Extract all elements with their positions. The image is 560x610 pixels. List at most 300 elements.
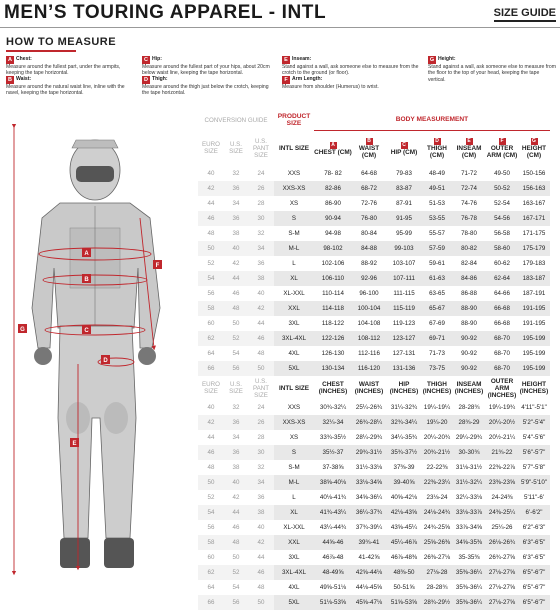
measurement-cell: 20¼-20½ <box>486 415 518 430</box>
measurement-cell: 24¾-25⅝ <box>423 524 451 531</box>
table-row <box>198 595 550 610</box>
measurement-cell: 46⅞-48⅜ <box>390 554 418 561</box>
conversion-cell: 56 <box>224 361 248 376</box>
figure-label-g: G <box>20 327 25 333</box>
measurement-cell: 37-38⅝ <box>322 464 344 471</box>
measurement-cell: 127-131 <box>392 350 416 357</box>
conversion-cell: 50 <box>248 595 274 610</box>
conv-head-euro-2: EURO SIZE <box>202 381 220 395</box>
measurement-cell: 103-107 <box>392 260 416 267</box>
measurement-cell: 61-63 <box>422 271 452 286</box>
conversion-cell: 46 <box>224 286 248 301</box>
conversion-cell: 50 <box>198 241 224 256</box>
measurement-cell: 19¼-19¼ <box>423 404 451 411</box>
measurement-cell: 5'2"-5'4" <box>518 415 550 430</box>
conv-head-us-pant-2: U.S. PANT SIZE <box>252 377 270 399</box>
instruction-arm-length: F Arm Length: Measure from shoulder (Humerus) to wrist. <box>282 76 379 90</box>
conversion-cell: 44 <box>248 316 274 331</box>
measurement-cell: 28¾-29 <box>452 415 486 430</box>
measurement-cell: 123-127 <box>386 331 422 346</box>
table-row <box>198 196 550 211</box>
measurement-cell: 84-88 <box>352 241 386 256</box>
measurement-cell: 122-126 <box>314 331 352 346</box>
measurement-cell: 35¾-37½ <box>386 445 422 460</box>
conversion-cell: 36 <box>224 445 248 460</box>
measurement-cell: 48⅜-50 <box>386 565 422 580</box>
measurement-cell: 22⅜-23¼ <box>422 475 452 490</box>
measurement-cell: 88-90 <box>461 320 477 327</box>
conversion-cell: 32 <box>224 400 248 415</box>
size-cell: M-L <box>274 241 314 256</box>
measurement-cell: 82-86 <box>314 181 352 196</box>
measurement-cell: 72-76 <box>361 200 377 207</box>
figure-label-c: C <box>84 328 89 334</box>
measurement-cell: 21¾-22 <box>486 445 518 460</box>
cm-head-height: G HEIGHT (CM) <box>521 138 547 160</box>
measurement-cell: 44⅛-45⅝ <box>355 584 383 591</box>
page-header <box>0 0 560 28</box>
measurement-cell: 44⅝-46 <box>314 535 352 550</box>
conversion-cell: 40 <box>248 520 274 535</box>
measurement-cell: 24-24⅜ <box>491 494 513 501</box>
measurement-cell: 167-171 <box>518 211 550 226</box>
conversion-cell: 38 <box>224 226 248 241</box>
how-to-measure-heading: HOW TO MEASURE <box>6 36 117 48</box>
measurement-cell: 78-80 <box>461 230 477 237</box>
conversion-cell: 64 <box>198 580 224 595</box>
measurement-cell: 26⅛-26¾ <box>486 535 518 550</box>
size-cell: S-M <box>288 464 300 471</box>
conversion-cell: 30 <box>248 211 274 226</box>
measurement-cell: 100-104 <box>352 301 386 316</box>
measurement-cell: 116-120 <box>352 361 386 376</box>
badge-b: B <box>6 76 14 84</box>
measurement-cell: 111-115 <box>393 290 415 297</box>
measurement-cell: 112-116 <box>358 350 380 357</box>
conv-head-us: U.S. SIZE <box>229 141 243 155</box>
measurement-cell: 37¾-39¼ <box>355 524 383 531</box>
measurement-cell: 48-49 <box>429 170 445 177</box>
measurement-cell: 191-195 <box>522 320 546 327</box>
instruction-chest: A Chest: Measure around the fullest part, under the armpits, keeping the tape horizontal. <box>6 56 121 77</box>
table-row <box>198 316 550 331</box>
measurement-cell: 35⅜-36¼ <box>452 565 486 580</box>
measurement-cell: 35⅜-36¼ <box>455 584 483 591</box>
conversion-cell: 42 <box>224 490 248 505</box>
measurement-cell: 86-88 <box>461 290 477 297</box>
conversion-cell: 36 <box>224 415 248 430</box>
size-cell: 3XL-4XL <box>274 565 314 580</box>
measurement-cell: 27⅛-28 <box>422 565 452 580</box>
measurement-cell: 60-62 <box>494 260 510 267</box>
measurement-cell: 68-72 <box>352 181 386 196</box>
measurement-cell: 66-68 <box>486 301 518 316</box>
conversion-cell: 26 <box>248 181 274 196</box>
in-head-height: HEIGHT (INCHES) <box>519 381 549 395</box>
conversion-cell: 34 <box>224 430 248 445</box>
measurement-cell: 78- 82 <box>324 170 342 177</box>
size-cell: 5XL <box>274 595 314 610</box>
figure-label-f: F <box>155 263 160 269</box>
measurement-cell: 115-119 <box>386 301 422 316</box>
size-cell: M-L <box>274 475 314 490</box>
table-row <box>198 241 550 256</box>
measurement-cell: 104-108 <box>357 320 381 327</box>
measurement-cell: 57-59 <box>422 241 452 256</box>
size-cell: XS <box>289 200 299 207</box>
conversion-cell: 28 <box>248 430 274 445</box>
conversion-cell: 54 <box>224 346 248 361</box>
in-head-waist: WAIST (INCHES) <box>354 381 384 395</box>
measurement-cell: 74-76 <box>461 200 477 207</box>
size-cell: L <box>292 494 296 501</box>
measurement-cell: 99-103 <box>386 241 422 256</box>
conversion-cell: 50 <box>224 550 248 565</box>
conversion-cell: 62 <box>198 331 224 346</box>
measurement-cell: 88-90 <box>452 301 486 316</box>
measurement-cell: 31½-32¼ <box>452 475 486 490</box>
table-row <box>198 181 550 196</box>
conversion-cell: 56 <box>198 286 224 301</box>
measurement-cell: 64-66 <box>494 290 510 297</box>
measurement-cell: 24⅛-24¾ <box>422 505 452 520</box>
conversion-cell: 52 <box>198 490 224 505</box>
measurement-cell: 25⅝-26⅜ <box>422 535 452 550</box>
conversion-cell: 66 <box>198 595 224 610</box>
cm-table-body <box>198 166 550 376</box>
measurement-cell: 31½-33⅛ <box>355 464 383 471</box>
measurement-cell: 30¾-32¼ <box>319 404 347 411</box>
conversion-cell: 58 <box>198 301 224 316</box>
size-cell: XL <box>274 505 314 520</box>
measurement-cell: 56-58 <box>494 230 510 237</box>
measurement-cell: 27⅛-27⅝ <box>486 565 518 580</box>
measurement-cell: 91-95 <box>386 211 422 226</box>
conversion-cell: 42 <box>198 415 224 430</box>
measurement-cell: 4'11"-5'1" <box>521 404 547 411</box>
measurement-cell: 73-75 <box>422 361 452 376</box>
measurement-cell: 87-91 <box>396 200 412 207</box>
conversion-cell: 40 <box>224 475 248 490</box>
size-cell: XL <box>274 271 314 286</box>
measurement-cell: 26¾-27⅝ <box>488 554 516 561</box>
size-cell: 5XL <box>274 361 314 376</box>
instruction-hip: C Hip: Measure around the fullest part of your hips, about 20cm below waist line, keeping the tape horizontal. <box>142 56 270 77</box>
table-row <box>198 361 550 376</box>
conversion-cell: 46 <box>248 331 274 346</box>
measurement-cell: 5'11"-6' <box>524 494 544 501</box>
size-cell: XL-XXL <box>283 524 305 531</box>
measurement-cell: 38⅝-40⅛ <box>314 475 352 490</box>
table-row <box>198 301 550 316</box>
cm-head-inseam: E INSEAM (CM) <box>456 138 482 160</box>
measurement-cell: 20½-21¼ <box>488 434 516 441</box>
measurement-cell: 163-167 <box>522 200 546 207</box>
conv-head-us-2: U.S. SIZE <box>229 381 243 395</box>
measurement-cell: 110-114 <box>322 290 344 297</box>
measurement-cell: 51⅝-53⅝ <box>386 595 422 610</box>
measurement-cell: 42⅛-43⅝ <box>386 505 422 520</box>
measurement-cell: 43⅝-45¼ <box>390 524 418 531</box>
measurement-cell: 69-71 <box>422 331 452 346</box>
size-cell: 3XL-4XL <box>274 331 314 346</box>
conversion-cell: 36 <box>248 256 274 271</box>
figure-label-b: B <box>84 277 89 283</box>
conversion-cell: 42 <box>248 301 274 316</box>
measurement-cell: 6'3"-6'5" <box>518 535 550 550</box>
measurement-cell: 27⅛-27⅝ <box>488 584 516 591</box>
conversion-cell: 42 <box>248 535 274 550</box>
table-row <box>198 166 550 181</box>
measurement-cell: 72-74 <box>452 181 486 196</box>
measurement-cell: 76-80 <box>352 211 386 226</box>
conversion-cell: 48 <box>248 580 274 595</box>
measurement-cell: 183-187 <box>518 271 550 286</box>
measurement-cell: 26¾-28¼ <box>352 415 386 430</box>
conversion-cell: 38 <box>248 505 274 520</box>
size-cell: XXS <box>287 404 301 411</box>
size-cell: XXS <box>287 170 301 177</box>
cm-head-waist: B WAIST (CM) <box>358 138 380 160</box>
measurement-cell: 33¾-35½ <box>319 434 347 441</box>
table-row <box>198 550 550 565</box>
measurement-cell: 25¼-26 <box>491 524 513 531</box>
in-head-inseam: INSEAM (INCHES) <box>454 381 484 395</box>
measurement-cell: 6'2"-6'3" <box>522 524 546 531</box>
size-table <box>198 110 550 610</box>
conversion-guide-header: CONVERSION GUIDE <box>204 116 268 124</box>
conversion-cell: 36 <box>248 490 274 505</box>
measurement-cell: 28¼-29¾ <box>355 434 383 441</box>
measurement-cell: 48-49⅝ <box>314 565 352 580</box>
conversion-cell: 50 <box>198 475 224 490</box>
measurement-cell: 80-84 <box>361 230 377 237</box>
measurement-cell: 114-118 <box>314 301 352 316</box>
measurement-cell: 150-156 <box>522 170 546 177</box>
table-row <box>198 430 550 445</box>
cm-head-thigh: D THIGH (CM) <box>427 138 447 160</box>
size-guide-label: SIZE GUIDE <box>494 7 556 22</box>
table-row <box>198 565 550 580</box>
table-row <box>198 286 550 301</box>
measurement-cell: 50-52 <box>486 181 518 196</box>
measurement-cell: 131-136 <box>386 361 422 376</box>
instruction-inseam: E Inseam: Stand against a wall, ask someone else to measure from the crotch to the ground (or floor). <box>282 56 419 77</box>
conversion-cell: 40 <box>248 286 274 301</box>
table-row <box>198 490 550 505</box>
inch-header-row <box>198 376 550 400</box>
measurement-cell: 195-199 <box>518 331 550 346</box>
measurement-cell: 102-106 <box>321 260 345 267</box>
measurement-cell: 107-111 <box>386 271 422 286</box>
conversion-cell: 60 <box>198 550 224 565</box>
measurement-cell: 106-110 <box>314 271 352 286</box>
in-head-outer-arm: OUTER ARM (INCHES) <box>487 377 517 399</box>
conversion-cell: 44 <box>224 505 248 520</box>
measurement-cell: 40⅛-41¾ <box>319 494 347 501</box>
conversion-cell: 50 <box>248 361 274 376</box>
cm-head-hip: C HIP (CM) <box>390 141 418 156</box>
cm-head-outer-arm: F OUTER ARM (CM) <box>486 138 518 160</box>
measurement-cell: 90-92 <box>461 350 477 357</box>
conversion-cell: 40 <box>224 241 248 256</box>
measurement-cell: 96-100 <box>359 290 379 297</box>
measurement-cell: 5'9"-5'10" <box>518 475 550 490</box>
measurement-cell: 67-69 <box>429 320 445 327</box>
table-row <box>198 400 550 415</box>
measurement-cell: 19¼-19¾ <box>488 404 516 411</box>
measurement-cell: 82-84 <box>461 260 477 267</box>
size-cell: S <box>274 445 314 460</box>
measurement-cell: 33⅛-34⅝ <box>352 475 386 490</box>
figure-label-d: D <box>103 358 108 364</box>
conversion-cell: 48 <box>198 226 224 241</box>
size-cell: XXS-XS <box>274 181 314 196</box>
measurement-cell: 6'-6'2" <box>518 505 550 520</box>
measurement-cell: 76-78 <box>452 211 486 226</box>
measurement-cell: 171-175 <box>522 230 546 237</box>
conversion-cell: 46 <box>224 520 248 535</box>
measurement-cell: 58-60 <box>486 241 518 256</box>
conversion-cell: 38 <box>224 460 248 475</box>
measurement-cell: 33⅞-34⅝ <box>455 524 483 531</box>
measurement-cell: 46⅞-48 <box>322 554 344 561</box>
measurement-cell: 6'3"-6'5" <box>522 554 546 561</box>
measurement-cell: 62-64 <box>486 271 518 286</box>
measurement-cell: 31¼-32¾ <box>390 404 418 411</box>
pants-shape <box>58 326 136 568</box>
heading-underline <box>6 50 76 52</box>
measurement-cell: 29¼-29¾ <box>455 434 483 441</box>
measurement-cell: 42⅝-44⅛ <box>352 565 386 580</box>
measurement-cell: 25¼-26¾ <box>355 404 383 411</box>
conversion-cell: 36 <box>224 211 248 226</box>
measurement-cell: 32¾-34¼ <box>386 415 422 430</box>
conversion-cell: 38 <box>248 271 274 286</box>
measurement-cell: 37⅜-39 <box>393 464 415 471</box>
rider-figure <box>0 118 196 576</box>
measurement-cell: 32¼-34 <box>314 415 352 430</box>
conversion-cell: 48 <box>248 346 274 361</box>
measurement-cell: 49-50 <box>494 170 510 177</box>
measurement-cell: 59-61 <box>429 260 445 267</box>
figure-label-a: A <box>84 251 89 257</box>
measurement-cell: 50-51⅝ <box>393 584 415 591</box>
conversion-cell: 40 <box>198 166 224 181</box>
table-row <box>198 415 550 430</box>
measurement-cell: 28¾-29½ <box>422 595 452 610</box>
conversion-cell: 44 <box>224 271 248 286</box>
measurement-cell: 94-98 <box>325 230 341 237</box>
measurement-cell: 187-191 <box>522 290 546 297</box>
measurement-cell: 26⅜-27⅛ <box>423 554 451 561</box>
measurement-cell: 52-54 <box>494 200 510 207</box>
badge-e: E <box>282 56 290 64</box>
intl-size-head: INTL SIZE <box>278 144 310 152</box>
table-row <box>198 445 550 460</box>
table-row <box>198 520 550 535</box>
measurement-cell: 5'6"-5'7" <box>518 445 550 460</box>
measurement-cell: 41-42⅝ <box>358 554 380 561</box>
conversion-cell: 64 <box>198 346 224 361</box>
size-cell: S <box>274 211 314 226</box>
conversion-cell: 26 <box>248 415 274 430</box>
table-row <box>198 475 550 490</box>
measurement-cell: 64-68 <box>361 170 377 177</box>
measurement-cell: 22⅜-22⅞ <box>488 464 516 471</box>
measurement-cell: 49⅝-51⅛ <box>319 584 347 591</box>
conversion-cell: 32 <box>224 166 248 181</box>
table-row <box>198 535 550 550</box>
conversion-cell: 34 <box>224 196 248 211</box>
measurement-cell: 179-183 <box>522 260 546 267</box>
measurement-cell: 31⅛-31½ <box>455 464 483 471</box>
table-row <box>198 505 550 520</box>
table-row <box>198 211 550 226</box>
size-cell: 3XL <box>288 554 300 561</box>
measurement-cell: 95-99 <box>396 230 412 237</box>
conversion-cell: 32 <box>248 460 274 475</box>
conversion-cell: 46 <box>198 211 224 226</box>
measurement-cell: 130-134 <box>314 361 352 376</box>
cm-head-chest: A CHEST (CM) <box>314 141 352 156</box>
measurement-cell: 28-28¾ <box>458 404 480 411</box>
measurement-cell: 79-83 <box>396 170 412 177</box>
in-head-thigh: THIGH (INCHES) <box>422 381 452 395</box>
measurement-cell: 68-70 <box>486 331 518 346</box>
measurement-cell: 20¼-20¾ <box>423 434 451 441</box>
measurement-cell: 41¾-43¼ <box>314 505 352 520</box>
product-size-header: PRODUCT SIZE <box>277 113 311 127</box>
conversion-cell: 60 <box>198 316 224 331</box>
conversion-cell: 46 <box>198 445 224 460</box>
measurement-cell: 156-163 <box>518 181 550 196</box>
size-cell: XS <box>289 434 299 441</box>
measurement-cell: 71-72 <box>461 170 477 177</box>
in-head-chest: CHEST (INCHES) <box>318 381 348 395</box>
conv-head-euro: EURO SIZE <box>202 141 220 155</box>
size-cell: XL-XXL <box>283 290 305 297</box>
table-row <box>198 271 550 286</box>
conversion-cell: 28 <box>248 196 274 211</box>
measurement-cell: 92-96 <box>352 271 386 286</box>
conversion-cell: 44 <box>248 550 274 565</box>
measurement-cell: 35½-37 <box>314 445 352 460</box>
measurement-cell: 23⅜-23⅝ <box>486 475 518 490</box>
conversion-cell: 62 <box>198 565 224 580</box>
size-cell: 3XL <box>288 320 300 327</box>
table-row <box>198 226 550 241</box>
measurement-cell: 35-35⅜ <box>458 554 480 561</box>
conversion-cell: 48 <box>224 301 248 316</box>
measurement-cell: 88-92 <box>361 260 377 267</box>
conversion-cell: 24 <box>248 400 274 415</box>
badge-f: F <box>282 76 290 84</box>
instruction-waist: B Waist: Measure around the natural waist line, inline with the navel, keeping the tape horizontal. <box>6 76 125 97</box>
conversion-cell: 34 <box>248 241 274 256</box>
measurement-cell: 68-70 <box>494 350 510 357</box>
conversion-cell: 52 <box>224 331 248 346</box>
measurement-cell: 68-70 <box>486 361 518 376</box>
table-row <box>198 580 550 595</box>
measurement-cell: 80-82 <box>452 241 486 256</box>
measurement-cell: 118-122 <box>321 320 345 327</box>
measurement-cell: 86-90 <box>325 200 341 207</box>
measurement-cell: 126-130 <box>321 350 345 357</box>
measurement-cell: 49-51 <box>422 181 452 196</box>
measurement-cell: 71-73 <box>429 350 445 357</box>
measurement-cell: 29¾-31½ <box>352 445 386 460</box>
